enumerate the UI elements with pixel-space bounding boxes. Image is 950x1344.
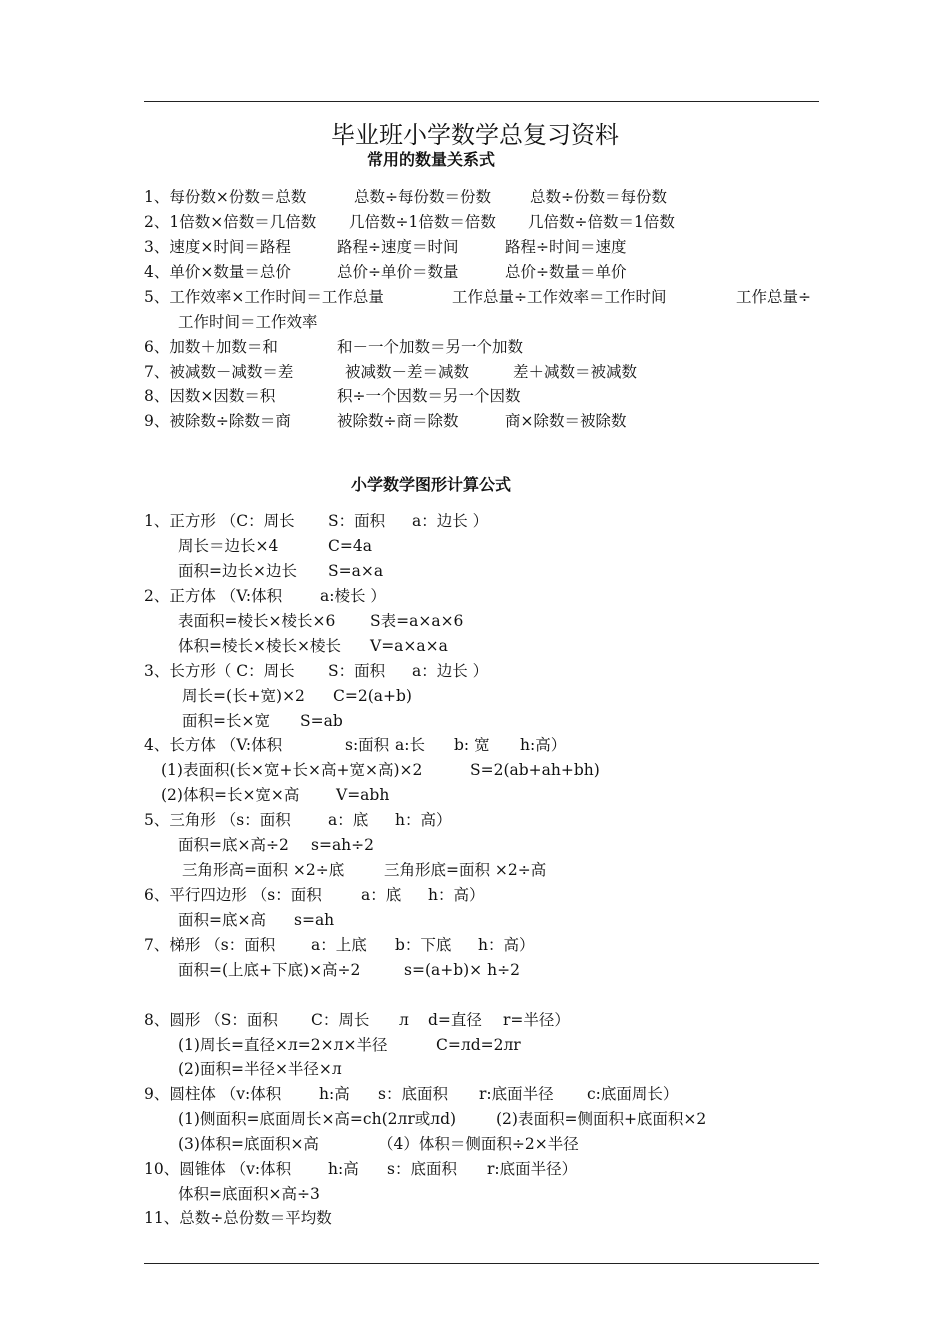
formula-text: C=2(a+b) (333, 687, 412, 705)
formula-text: 总数÷份数＝每份数 (530, 188, 667, 206)
formula-text: S：面积 (328, 512, 386, 530)
formula-text: 路程÷速度＝时间 (337, 238, 459, 256)
formula-text: (2)表面积=侧面积+底面积×2 (496, 1110, 707, 1128)
formula-text: 6、平行四边形 （s：面积 (144, 886, 322, 904)
formula-text: 9、圆柱体 （v:体积 (144, 1085, 282, 1103)
formula-text: л (399, 1011, 409, 1029)
formula-text: h：高） (395, 811, 452, 829)
formula-text: a：底 (361, 886, 402, 904)
formula-text: (1)周长=直径×л=2×л×半径 (178, 1036, 388, 1054)
formula-text: 3、速度×时间＝路程 (144, 238, 291, 256)
formula-text: (1)表面积(长×宽+长×高+宽×高)×2 (161, 761, 423, 779)
formula-text: h:高） (520, 736, 567, 754)
formula-text: 1、正方形 （C：周长 (144, 512, 295, 530)
formula-text: 4、长方体 （V:体积 (144, 736, 283, 754)
formula-text: h：高） (478, 936, 535, 954)
formula-text: 周长=(长+宽)×2 (182, 687, 305, 705)
formula-text: 商×除数＝被除数 (505, 412, 627, 430)
formula-text: 三角形高=面积 ×2÷底 (182, 861, 345, 879)
formula-text: 三角形底=面积 ×2÷高 (384, 861, 547, 879)
formula-text: 差＋减数＝被减数 (513, 363, 638, 381)
formula-text: 2、正方体 （V:体积 (144, 587, 283, 605)
formula-text: 周长＝边长×4 (178, 537, 279, 555)
formula-text: s=ah÷2 (311, 836, 375, 854)
footer-rule (144, 1263, 819, 1264)
formula-text: (3)体积=底面积×高 (178, 1135, 319, 1153)
formula-text: a：底 (328, 811, 369, 829)
header-rule (144, 101, 819, 102)
formula-text: 面积=底×高÷2 (178, 836, 289, 854)
formula-text: 体积=底面积×高÷3 (178, 1185, 320, 1203)
formula-text: r:底面半径 (479, 1085, 554, 1103)
formula-text: s：底面积 (378, 1085, 448, 1103)
formula-text: 面积=边长×边长 (178, 562, 297, 580)
formula-text: 路程÷时间＝速度 (505, 238, 627, 256)
section-heading-geometry-formulas: 小学数学图形计算公式 (350, 475, 511, 494)
formula-text: h:高 (319, 1085, 350, 1103)
formula-text: s：底面积 (387, 1160, 457, 1178)
formula-text: 表面积=棱长×棱长×6 (178, 612, 336, 630)
section-heading-quantity-relations: 常用的数量关系式 (366, 150, 495, 169)
formula-text: 面积=长×宽 (182, 712, 270, 730)
formula-text: C=лd=2лr (436, 1036, 521, 1054)
formula-text: b：下底 (395, 936, 452, 954)
formula-text: 工作总量÷ (736, 288, 811, 306)
formula-text: a:棱长 ） (320, 587, 386, 605)
formula-text: 6、加数＋加数＝和 (144, 338, 278, 356)
formula-text: a：边长 ） (412, 662, 489, 680)
formula-text: 面积=底×高 (178, 911, 266, 929)
formula-text: (2)面积=半径×半径×л (178, 1060, 342, 1078)
formula-text: C=4a (328, 537, 372, 555)
formula-text: 8、圆形 （S：面积 (144, 1011, 278, 1029)
formula-text: 总价÷数量＝单价 (505, 263, 627, 281)
formula-text: d=直径 (428, 1011, 482, 1029)
formula-text: （4）体积＝侧面积÷2×半径 (378, 1135, 579, 1153)
formula-text: r:底面半径） (487, 1160, 578, 1178)
formula-text: S=2(ab+ah+bh) (470, 761, 600, 779)
formula-text: V=abh (336, 786, 390, 804)
formula-text: V=a×a×a (370, 637, 448, 655)
formula-text: 和－一个加数＝另一个加数 (337, 338, 524, 356)
formula-text: h:高 (328, 1160, 359, 1178)
formula-text: 2、1倍数×倍数＝几倍数 (144, 213, 317, 231)
formula-text: a：边长 ） (412, 512, 489, 530)
formula-text: s:面积 (345, 736, 390, 754)
formula-text: 5、工作效率×工作时间＝工作总量 (144, 288, 384, 306)
formula-text: S：面积 (328, 662, 386, 680)
formula-text: 10、圆锥体 （v:体积 (144, 1160, 292, 1178)
formula-text: 3、长方形（ C：周长 (144, 662, 295, 680)
formula-text: 总数÷每份数＝份数 (354, 188, 491, 206)
formula-text: (1)侧面积=底面周长×高=ch(2лr或лd) (178, 1110, 457, 1128)
formula-text: 9、被除数÷除数＝商 (144, 412, 291, 430)
formula-text: 体积=棱长×棱长×棱长 (178, 637, 341, 655)
formula-text: s=ah (294, 911, 335, 929)
formula-text: c:底面周长） (587, 1085, 679, 1103)
formula-text: a：上底 (311, 936, 367, 954)
formula-text: 1、每份数×份数＝总数 (144, 188, 307, 206)
formula-text: 几倍数÷1倍数＝倍数 (349, 213, 496, 231)
formula-text: 4、单价×数量＝总价 (144, 263, 291, 281)
formula-text: 工作时间＝工作效率 (178, 313, 318, 331)
formula-text: 总价÷单价＝数量 (337, 263, 459, 281)
formula-text: 工作总量÷工作效率＝工作时间 (452, 288, 667, 306)
document-title: 毕业班小学数学总复习资料 (331, 121, 619, 149)
formula-text: 5、三角形 （s：面积 (144, 811, 291, 829)
formula-text: 几倍数÷倍数＝1倍数 (528, 213, 675, 231)
formula-text: 被减数－差＝减数 (345, 363, 470, 381)
formula-text: S表=a×a×6 (370, 612, 464, 630)
formula-text: s=(a+b)× h÷2 (404, 961, 520, 979)
formula-text: C：周长 (311, 1011, 370, 1029)
formula-text: 7、梯形 （s：面积 (144, 936, 276, 954)
formula-text: 11、总数÷总份数＝平均数 (144, 1209, 332, 1227)
formula-text: 被除数÷商＝除数 (337, 412, 459, 430)
formula-text: S=ab (300, 712, 343, 730)
formula-text: 8、因数×因数＝积 (144, 387, 276, 405)
formula-text: b: 宽 (454, 736, 490, 754)
formula-text: h：高） (428, 886, 485, 904)
formula-text: a:长 (395, 736, 425, 754)
formula-text: S=a×a (328, 562, 384, 580)
formula-text: (2)体积=长×宽×高 (161, 786, 300, 804)
formula-text: 7、被减数－减数＝差 (144, 363, 294, 381)
formula-text: 面积=(上底+下底)×高÷2 (178, 961, 361, 979)
formula-text: 积÷一个因数＝另一个因数 (337, 387, 521, 405)
formula-text: r=半径） (503, 1011, 570, 1029)
